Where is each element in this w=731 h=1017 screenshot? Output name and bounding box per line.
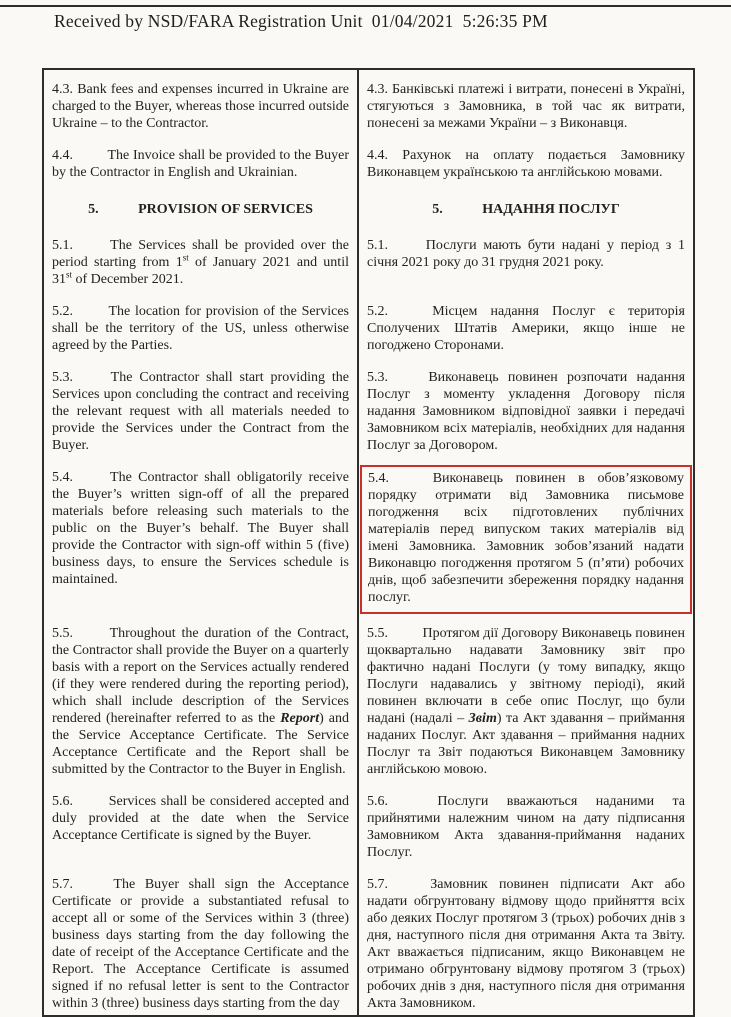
english-column-cell	[43, 876, 358, 1016]
clause-text: Виконавець повинен в обов’язковому порядку отримати від Замовника письмове погодження всіх підготовлених публічних матеріалів перед випуском таких матеріалів від імені Замовника. Замовник зобов’язаний надати Виконавцю погодження протягом 5 (п’яти) робочих днів, щоб забезпечити збереження порядку надання послуг.	[368, 471, 685, 605]
ukrainian-column-cell	[358, 625, 694, 793]
english-column-cell	[43, 469, 358, 625]
clause-number: 4.3.	[367, 82, 388, 97]
clause-number: 5.6.	[367, 794, 388, 809]
ukrainian-column-cell	[358, 147, 694, 196]
clause-row	[43, 625, 694, 793]
clause-text: Місцем надання Послуг є територія Сполучених Штатів Америки, якщо інше не погоджено Сторонами.	[367, 304, 685, 353]
clause-row	[43, 469, 694, 625]
clause-paragraph	[368, 470, 684, 606]
ukrainian-column-cell	[358, 469, 694, 625]
section-heading-uk	[367, 201, 685, 218]
clause-number: 5.5.	[52, 626, 73, 641]
clause-number: 5.3.	[367, 370, 388, 385]
clause-text: The Contractor shall start providing the Services upon concluding the contract and receiving the relevant request with all materials needed to provide the Services under the Contract from the Buyer.	[52, 370, 349, 453]
clause-number: 5.1.	[52, 238, 73, 253]
clause-row	[43, 876, 694, 1016]
clause-text: Послуги вважаються наданими та прийнятими належним чином на дату підписання Замовником Акта здавання-приймання наданих Послуг.	[367, 794, 686, 860]
clause-paragraph	[52, 625, 349, 778]
clause-paragraph	[52, 237, 349, 288]
clause-text: НАДАННЯ ПОСЛУГ	[482, 202, 620, 217]
clause-number: 5.4.	[368, 471, 389, 486]
clause-paragraph	[367, 81, 685, 132]
ukrainian-column-cell	[358, 303, 694, 369]
english-column-cell	[43, 147, 358, 196]
english-column-cell	[43, 625, 358, 793]
clause-paragraph	[367, 147, 685, 181]
clause-number: 5.7.	[367, 877, 388, 892]
ukrainian-column-cell	[358, 793, 694, 876]
clause-paragraph	[52, 469, 349, 588]
clause-row	[43, 237, 694, 303]
clause-text: Services shall be considered accepted and duly provided at the date when the Service Acceptance Certificate is signed by the Buyer.	[52, 794, 349, 843]
clause-number: 5.6.	[52, 794, 73, 809]
clause-text: Виконавець повинен розпочати надання Послуг з моменту укладення Договору після надання Замовником відповідної заявки і передачі Замовником всіх матеріалів, необхідних для надання Послуг за Договором.	[367, 370, 686, 453]
clause-row	[43, 303, 694, 369]
top-rule	[0, 5, 731, 7]
clause-paragraph	[52, 876, 349, 1012]
english-column-cell	[43, 793, 358, 876]
english-column-cell	[43, 369, 358, 469]
highlight-box	[360, 465, 692, 614]
clause-text: The Invoice shall be provided to the Buyer by the Contractor in English and Ukrainian.	[52, 148, 349, 180]
clause-paragraph	[52, 793, 349, 844]
ukrainian-column-cell	[358, 237, 694, 303]
clause-paragraph	[52, 147, 349, 181]
clause-text: Bank fees and expenses incurred in Ukraine are charged to the Buyer, whereas those incurred outside Ukraine – to the Contractor.	[52, 82, 349, 131]
clause-paragraph	[367, 369, 685, 454]
clause-number: 5.2.	[52, 304, 73, 319]
clause-number: 5.4.	[52, 470, 73, 485]
clause-number: 4.4.	[367, 148, 388, 163]
clause-text: The Buyer shall sign the Acceptance Certificate or provide a substantiated refusal to accept all or some of the Services within 3 (three) business days starting from the day following the date of receipt of the Acceptance Certificate and the Report. The Acceptance Certificate is assumed signed if no refusal letter is sent to the Contractor within 3 (three) business days starting from the day	[52, 877, 350, 1011]
clause-paragraph	[52, 303, 349, 354]
contract-table-body	[43, 69, 694, 1016]
ukrainian-column-cell	[358, 876, 694, 1016]
clause-paragraph	[367, 625, 685, 778]
clause-text: Замовник повинен підписати Акт або надати обгрунтовану відмову щодо прийняття всіх або деяких Послуг протягом 3 (трьох) робочих днів з дня, наступного після дня отримання Акта та Звіту. Акт вважається підписаним, якщо Виконавцем не отримано обгрунтовану відмову протягом 3 (трьох) робочих днів з дня, наступного після дня отримання Акта Замовником.	[367, 877, 686, 1011]
clause-number: 5.5.	[367, 626, 388, 641]
clause-paragraph	[367, 793, 685, 861]
clause-number: 5.	[88, 202, 99, 217]
clause-text: PROVISION OF SERVICES	[138, 202, 313, 217]
clause-row	[43, 69, 694, 147]
clause-row	[43, 147, 694, 196]
section-heading-row	[43, 196, 694, 237]
clause-paragraph	[52, 369, 349, 454]
ukrainian-column-cell	[358, 69, 694, 147]
english-column-cell	[43, 237, 358, 303]
clause-text: The location for provision of the Services shall be the territory of the US, unless otherwise agreed by the Parties.	[52, 304, 349, 353]
english-column-cell	[43, 196, 358, 237]
clause-text: Throughout the duration of the Contract, the Contractor shall provide the Buyer on a quarterly basis with a report on the Services actually rendered (if they were rendered during the reporting period), which shall include description of the Services rendered (hereinafter referred to as the Report) and the Service Acceptance Certificate. The Service Acceptance Certificate and the Report shall be submitted by the Contractor to the Buyer in English.	[52, 626, 350, 777]
clause-text: Рахунок на оплату подається Замовнику Виконавцем українською та англійською мовами.	[367, 148, 686, 180]
clause-text: The Contractor shall obligatorily receive the Buyer’s written sign-off of all the prepared materials before releasing such materials to the public on the Buyer’s behalf. The Buyer shall provide the Contractor with sign-off within 5 (five) business days, to ensure the Services schedule is maintained.	[52, 470, 350, 587]
clause-number: 5.	[432, 202, 443, 217]
clause-text: Банківські платежі і витрати, понесені в Україні, стягуються з Замовника, в той час як витрати, понесені за межами України – з Виконавця.	[367, 82, 685, 131]
clause-row	[43, 793, 694, 876]
clause-number: 5.2.	[367, 304, 388, 319]
english-column-cell	[43, 69, 358, 147]
ukrainian-column-cell	[358, 196, 694, 237]
section-heading-en	[52, 201, 349, 218]
clause-number: 4.4.	[52, 148, 73, 163]
clause-paragraph	[52, 81, 349, 132]
clause-paragraph	[367, 876, 685, 1012]
fara-received-stamp: Received by NSD/FARA Registration Unit 01/04/2021 5:26:35 PM	[54, 11, 548, 31]
clause-number: 5.1.	[367, 238, 388, 253]
clause-text: The Services shall be provided over the period starting from 1st of January 2021 and until 31st of December 2021.	[52, 238, 350, 287]
ukrainian-column-cell	[358, 369, 694, 469]
clause-number: 4.3.	[52, 82, 73, 97]
clause-number: 5.3.	[52, 370, 73, 385]
english-column-cell	[43, 303, 358, 369]
clause-paragraph	[367, 237, 685, 271]
clause-text: Протягом дії Договору Виконавець повинен щоквартально надавати Замовнику звіт про фактично надані Послуги (у тому випадку, якщо Послуги надавались у звітному періоді), який повинен включати в себе опис Послуг, що були надані (надалі – Звіт) та Акт здавання – приймання наданих Послуг. Акт здавання – приймання надних Послуг та Звіт подаються Виконавцем Замовнику англійською мовою.	[367, 626, 685, 777]
clause-paragraph	[367, 303, 685, 354]
clause-text: Послуги мають бути надані у період з 1 січня 2021 року до 31 грудня 2021 року.	[367, 238, 685, 270]
clause-row	[43, 369, 694, 469]
clause-number: 5.7.	[52, 877, 73, 892]
contract-table	[42, 68, 695, 1017]
